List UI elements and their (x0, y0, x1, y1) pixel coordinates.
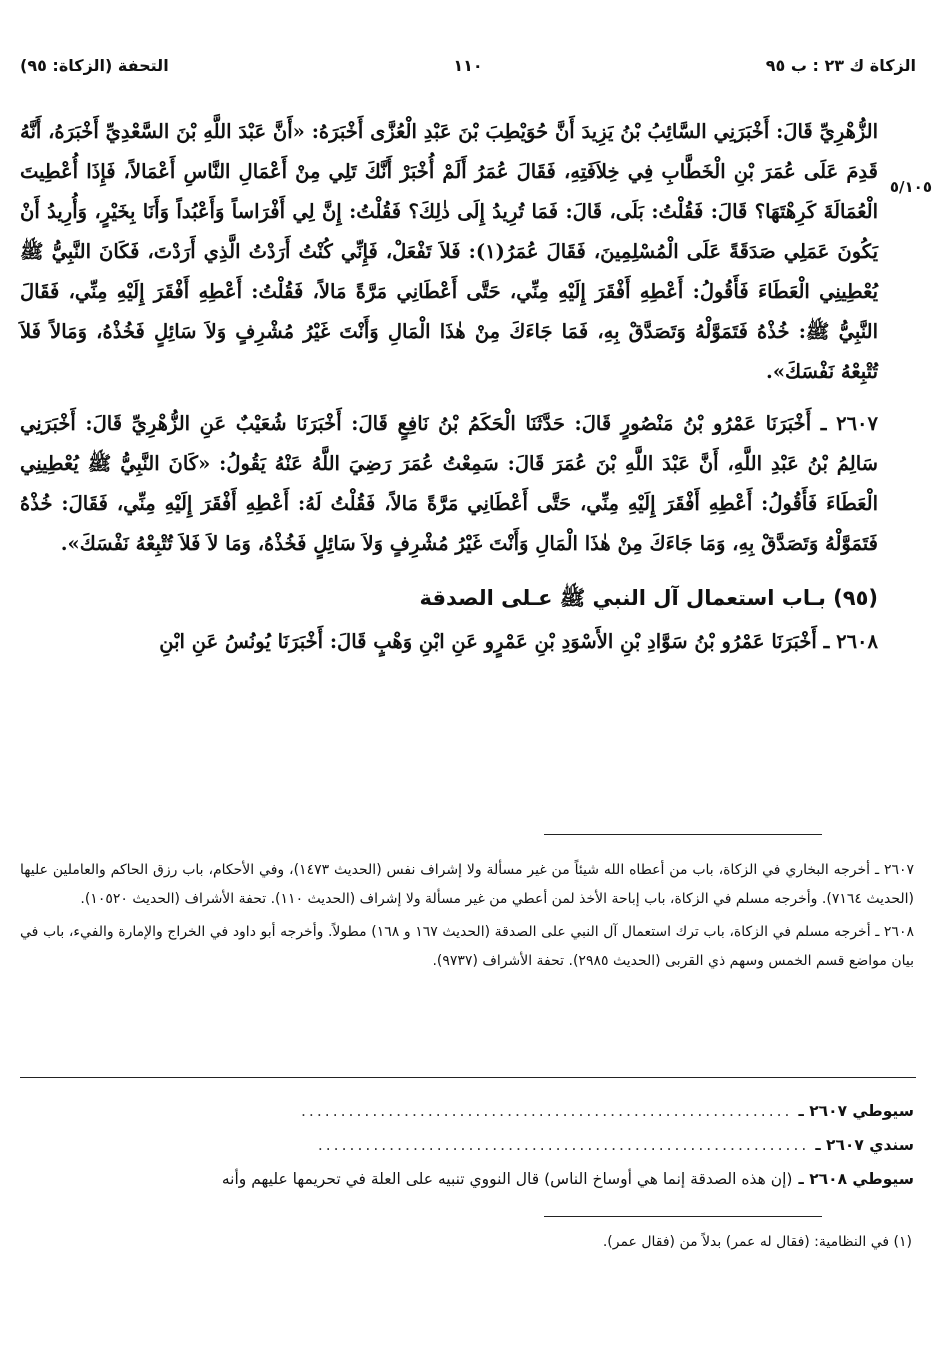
header-book-reference: الزكاة ك ٢٣ : ب ٩٥ (765, 56, 916, 75)
commentary-dots: .............................................................. (317, 1136, 810, 1154)
commentary-note: (إن هذه الصدقة إنما هي أوساخ الناس) قال النووي تنبيه على العلة في تحريمها عليهم وأنه (221, 1170, 793, 1188)
commentary-divider-top (20, 1077, 916, 1078)
hadith-2606-text: الزُّهْرِيِّ قَالَ: أَخْبَرَنِي السَّائِبُ بْنُ يَزِيدَ أَنَّ حُوَيْطِبَ بْنَ عَبْدِ الْعُزَّى أَخْبَرَهُ: «أَنَّ عَبْدَ اللَّهِ بْنَ السَّعْدِيِّ أَخْبَرَهُ، أَنَّهُ قَدِمَ عَلَى عُمَرَ بْنِ الْخَطَّابِ فِي خِلاَفَتِهِ، فَقَالَ عُمَرُ أَلَمْ أُخْبَرْ أَنَّكَ تَلِي مِنْ أَعْمَالِ النَّاسِ أَعْمَالاً، فَإِذَا أُعْطِيتَ الْعُمَالَةَ كَرِهْتَهَا؟ قَالَ: فَقُلْتُ: بَلَى، قَالَ: فَمَا تُرِيدُ إِلَى ذٰلِكَ؟ فَقُلْتُ: إِنَّ لِي أَفْرَاساً وَأَعْبُداً وَأَنَا بِخَيْرٍ، وَأُرِيدُ أَنْ يَكُونَ عَمَلِي صَدَقَةً عَلَى الْمُسْلِمِينَ، فَقَالَ عُمَرُ(١): فَلاَ تَفْعَلْ، فَإِنِّي كُنْتُ أَرَدْتُ الَّذِي أَرَدْتَ، فَكَانَ النَّبِيُّ ﷺ يُعْطِينِي الْعَطَاءَ فَأَقُولُ: أَعْطِهِ أَفْقَرَ إِلَيْهِ مِنِّي، حَتَّى أَعْطَانِي مَرَّةً مَالاً، فَقُلْتُ: أَعْطِهِ أَفْقَرَ إِلَيْهِ مِنِّي، فَقَالَ النَّبِيُّ ﷺ: خُذْهُ فَتَمَوَّلْهُ وَتَصَدَّقْ بِهِ، فَمَا جَاءَكَ مِنْ هٰذَا الْمَالِ وَأَنْتَ غَيْرُ مُشْرِفٍ وَلاَ سَائِلٍ فَخُذْهُ، وَمَالاً فَلاَ تُتْبِعْهُ نَفْسَكَ». (20, 120, 878, 383)
commentary-row (20, 1162, 914, 1196)
footnote-2608: ٢٦٠٨ ـ أخرجه مسلم في الزكاة، باب ترك استعمال آل النبي على الصدقة (الحديث ١٦٧ و ١٦٨) مطولاً. وأخرجه أبو داود في الخراج والإمارة والفيء، باب في بيان مواضع قسم الخمس وسهم ذي القربى (الحديث ٢٩٨٥). تحفة الأشراف (٩٧٣٧). (20, 924, 914, 969)
chapter-title: (٩٥) بـاب استعمال آل النبي ﷺ عـلى الصدقة (419, 586, 878, 610)
commentary-label: سندي ٢٦٠٧ ـ (815, 1136, 914, 1154)
hadith-2608-text: ٢٦٠٨ ـ أَخْبَرَنَا عَمْرُو بْنُ سَوَّادِ بْنِ الأَسْوَدِ بْنِ عَمْرٍو عَنِ ابْنِ وَهْبٍ قَالَ: أَخْبَرَنَا يُونُسُ عَنِ ابْنِ (159, 630, 878, 653)
footnote-2607: ٢٦٠٧ ـ أخرجه البخاري في الزكاة، باب من أعطاه الله شيئاً من غير مسألة ولا إشراف نفس (الحديث ١٤٧٣)، وفي الأحكام، باب رزق الحاكم والعاملين عليها (الحديث ٧١٦٤). وأخرجه مسلم في الزكاة، باب إباحة الأخذ لمن أعطي من غير مسألة ولا إشراف (الحديث ١١٠). تحفة الأشراف (الحديث ١٠٥٢٠). (20, 862, 915, 907)
commentary-row (20, 1094, 914, 1128)
commentary-label: سيوطي ٢٦٠٨ ـ (798, 1170, 914, 1188)
commentary-label: سيوطي ٢٦٠٧ ـ (798, 1102, 914, 1120)
commentary-row (20, 1128, 914, 1162)
footnote-divider (544, 834, 822, 835)
footnotes (20, 856, 914, 980)
main-text (20, 112, 878, 662)
page-number: ١١٠ (453, 56, 483, 75)
variant-note-divider (544, 1216, 822, 1217)
commentary-dots: .............................................................. (301, 1102, 793, 1120)
variant-note: (١) في النظامية: (فقال له عمر) بدلاً من (فقال عمر). (602, 1234, 912, 1250)
page-header (20, 52, 916, 80)
margin-note: ٥/١٠٥ (889, 178, 932, 196)
hadith-2607-text: ٢٦٠٧ ـ أَخْبَرَنَا عَمْرُو بْنُ مَنْصُورٍ قَالَ: حَدَّثَنَا الْحَكَمُ بْنُ نَافِعٍ قَالَ: أَخْبَرَنَا شُعَيْبٌ عَنِ الزُّهْرِيِّ قَالَ: أَخْبَرَنِي سَالِمُ بْنُ عَبْدِ اللَّهِ، أَنَّ عَبْدَ اللَّهِ بْنَ عُمَرَ قَالَ: سَمِعْتُ عُمَرَ رَضِيَ اللَّهُ عَنْهُ يَقُولُ: «كَانَ النَّبِيُّ ﷺ يُعْطِينِي الْعَطَاءَ فَأَقُولُ: أَعْطِهِ أَفْقَرَ إِلَيْهِ مِنِّي، حَتَّى أَعْطَانِي مَرَّةً مَالاً، فَقُلْتُ لَهُ: أَعْطِهِ أَفْقَرَ إِلَيْهِ مِنِّي، فَقَالَ: خُذْهُ فَتَمَوَّلْهُ وَتَصَدَّقْ بِهِ، وَمَا جَاءَكَ مِنْ هٰذَا الْمَالِ وَأَنْتَ غَيْرُ مُشْرِفٍ وَلاَ سَائِلٍ فَخُذْهُ، وَمَا لاَ فَلاَ تُتْبِعْهُ نَفْسَكَ». (20, 412, 878, 555)
header-tuhfa-reference: التحفة (الزكاة: ٩٥) (20, 56, 169, 75)
commentary-section (20, 1094, 914, 1196)
